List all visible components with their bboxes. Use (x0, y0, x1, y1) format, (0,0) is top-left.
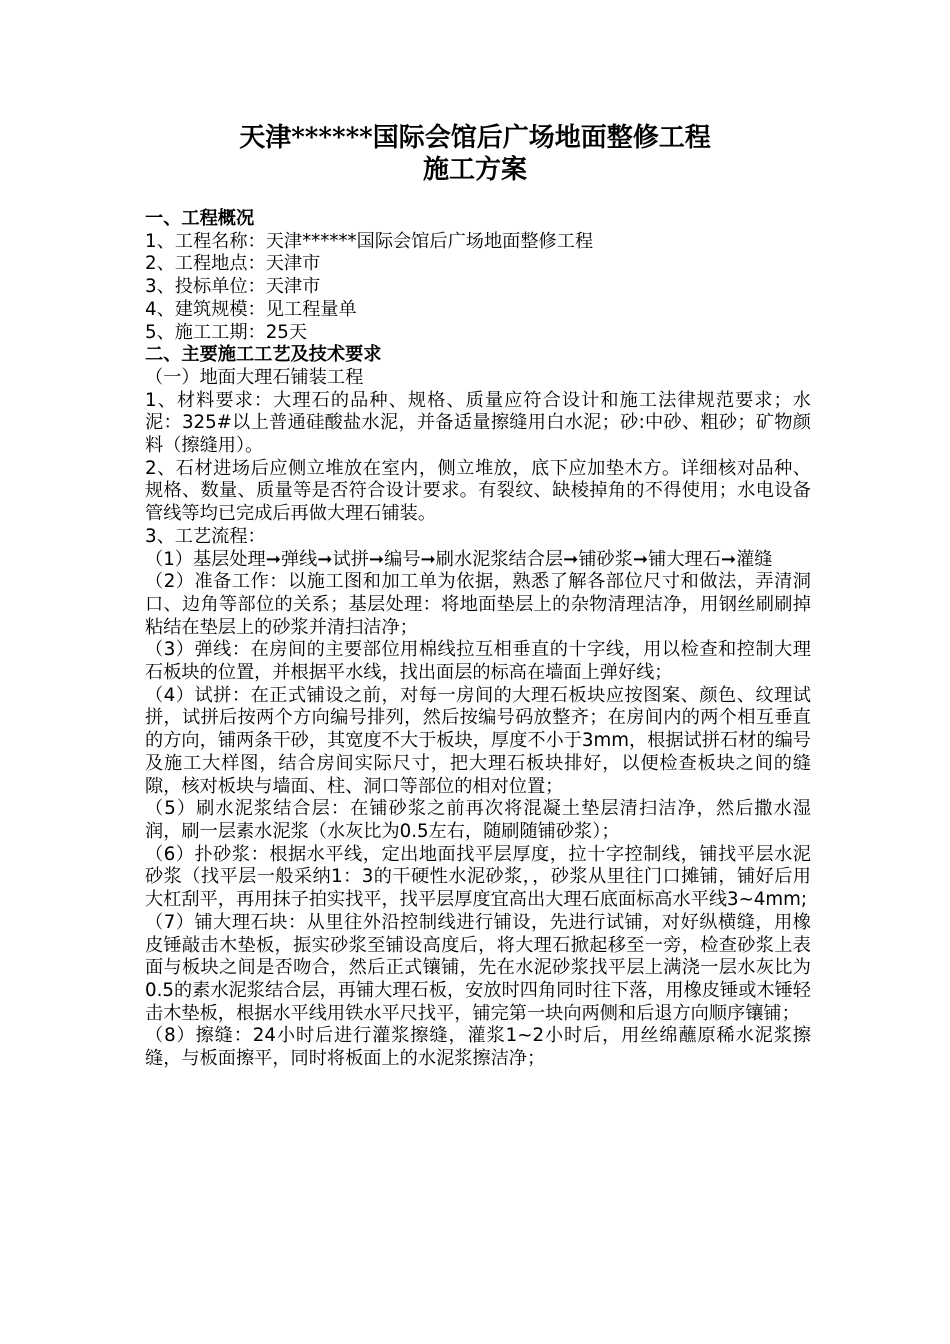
paragraph: （2）准备工作：以施工图和加工单为依据，熟悉了解各部位尺寸和做法，弄清洞口、边角等部位的关系；基层处理：将地面垫层上的杂物清理洁净，用钢丝刷刷掉粘结在垫层上的砂浆并清扫洁净； (145, 571, 811, 638)
paragraph: （7）铺大理石块：从里往外沿控制线进行铺设，先进行试铺，对好纵横缝，用橡皮锤敲击木垫板，振实砂浆至铺设高度后，将大理石掀起移至一旁，检查砂浆上表面与板块之间是否吻合，然后正式镶铺，先在水泥砂浆找平层上满浇一层水灰比为0.5的素水泥浆结合层，再铺大理石板，安放时四角同时往下落，用橡皮锤或木锤轻击木垫板，根据水平线用铁水平尺找平，铺完第一块向两侧和后退方向顺序镶铺； (145, 911, 811, 1024)
document-title: 天津******国际会馆后广场地面整修工程 (239, 123, 711, 153)
paragraph: 1、材料要求：大理石的品种、规格、质量应符合设计和施工法律规范要求；水泥：325#以上普通硅酸盐水泥，并备适量擦缝用白水泥；砂:中砂、粗砂；矿物颜料（擦缝用）。 (145, 389, 811, 457)
section-heading: 二、主要施工工艺及技术要求 (145, 344, 382, 366)
paragraph: 5、施工工期：25天 (145, 321, 308, 343)
section-heading: 一、工程概况 (145, 208, 255, 229)
document-body (145, 208, 811, 1071)
paragraph: （一）地面大理石铺装工程 (145, 366, 364, 388)
paragraph: （8）擦缝：24小时后进行灌浆擦缝，灌浆1~2小时后，用丝绵蘸原稀水泥浆擦缝，与板面擦平，同时将板面上的水泥浆擦洁净； (145, 1025, 811, 1070)
paragraph: 2、石材进场后应侧立堆放在室内，侧立堆放，底下应加垫木方。详细核对品种、规格、数量、质量等是否符合设计要求。有裂纹、缺棱掉角的不得使用；水电设备管线等均已完成后再做大理石铺装。 (145, 457, 811, 525)
paragraph: 2、工程地点：天津市 (145, 253, 321, 275)
paragraph: 1、工程名称：天津******国际会馆后广场地面整修工程 (145, 230, 594, 252)
paragraph: （1）基层处理➞弹线➞试拼➞编号➞刷水泥浆结合层➞铺砂浆➞铺大理石➞灌缝 (145, 548, 773, 570)
paragraph: 4、建筑规模：见工程量单 (145, 298, 357, 320)
paragraph: 3、工艺流程： (145, 525, 266, 547)
paragraph: （4）试拼：在正式铺设之前，对每一房间的大理石板块应按图案、颜色、纹理试拼，试拼后按两个方向编号排列，然后按编号码放整齐；在房间内的两个相互垂直的方向，铺两条干砂，其宽度不大于板块，厚度不小于3mm，根据试拼石材的编号及施工大样图，结合房间实际尺寸，把大理石板块排好，以便检查板块之间的缝隙，核对板块与墙面、柱、洞口等部位的相对位置； (145, 684, 811, 797)
paragraph: 3、投标单位：天津市 (145, 276, 321, 298)
document-subtitle: 施工方案 (422, 155, 527, 185)
paragraph: （6）扑砂浆：根据水平线，定出地面找平层厚度，拉十字控制线，铺找平层水泥砂浆（找平层一般采纳1：3的干硬性水泥砂浆，，砂浆从里往门口摊铺，铺好后用大杠刮平，再用抹子拍实找平，找平层厚度宜高出大理石底面标高水平线3~4mm; (145, 843, 811, 911)
paragraph: （3）弹线：在房间的主要部位用棉线拉互相垂直的十字线，用以检查和控制大理石板块的位置，并根据平水线，找出面层的标高在墙面上弹好线； (145, 639, 811, 684)
paragraph: （5）刷水泥浆结合层：在铺砂浆之前再次将混凝土垫层清扫洁净，然后撒水湿润，刷一层素水泥浆（水灰比为0.5左右，随刷随铺砂浆）； (145, 798, 811, 842)
